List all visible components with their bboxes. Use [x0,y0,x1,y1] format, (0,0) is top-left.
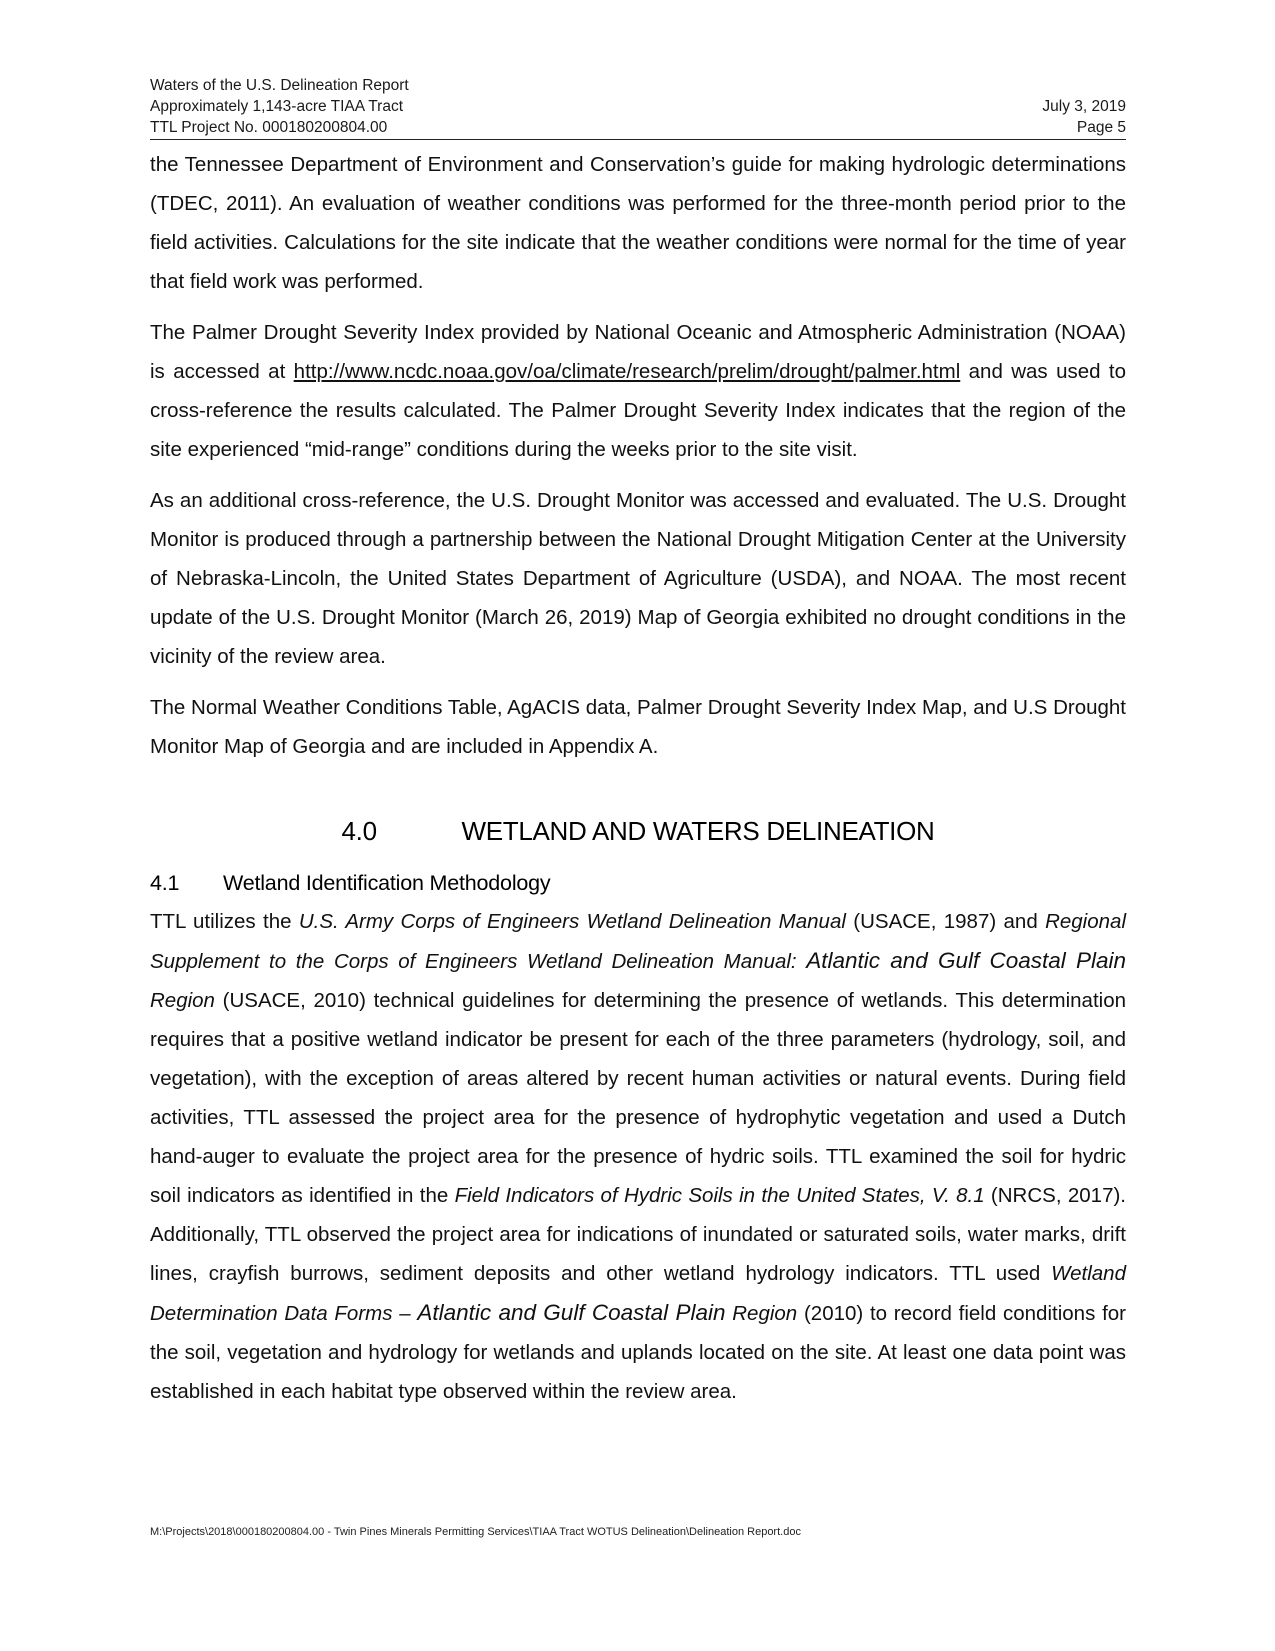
section-number: 4.0 [341,816,377,846]
field-indicators-title: Field Indicators of Hydric Soils in the United States, V. 8.1 [454,1184,985,1207]
header-date: July 3, 2019 [1042,98,1126,115]
header-report-title: Waters of the U.S. Delineation Report [150,77,409,94]
document-body [150,145,1126,1411]
regional-supplement-region: Atlantic and Gulf Coastal Plain [806,948,1126,973]
methodology-text-2: (USACE, 1987) and [845,910,1046,933]
regional-supplement-title: Regional Supplement to the Corps of Engineers Wetland Delineation Manual: [150,910,1126,973]
usace-manual-title: U.S. Army Corps of Engineers Wetland Delineation Manual [298,910,846,933]
header-page-number: Page 5 [1076,119,1126,136]
paragraph-drought-monitor: As an additional cross-reference, the U.S. Drought Monitor was accessed and evaluated. The U.S. Drought Monitor is produced through a partnership between the National Drought Mitigation Center at the University of Nebraska-Lincoln, the United States Department of Agriculture (USDA), and NOAA. The most recent update of the U.S. Drought Monitor (March 26, 2019) Map of Georgia exhibited no drought conditions in the vicinity of the review area. [150,489,1126,668]
header-project-number: TTL Project No. 000180200804.00 [150,119,388,136]
palmer-text-start: The Palmer Drought Severity Index provided by National Oceanic and Atmospheric Administration (NOAA) is accessed at [150,321,1126,383]
data-forms-region: Atlantic and Gulf Coastal Plain [417,1300,726,1325]
regional-supplement-region-end: Region [150,989,215,1012]
section-title: WETLAND AND WATERS DELINEATION [461,816,935,846]
noaa-palmer-link[interactable]: http://www.ncdc.noaa.gov/oa/climate/research/prelim/drought/palmer.html [293,360,961,383]
palmer-text-end: and was used to cross-reference the results calculated. The Palmer Drought Severity Index indicates that the region of the site experienced “mid-range” conditions during the weeks prior to the site visit. [150,360,1127,461]
header-tract: Approximately 1,143-acre TIAA Tract [150,98,403,115]
section-heading [150,814,1126,848]
methodology-text-3: (USACE, 2010) technical guidelines for determining the presence of wetlands. This determination requires that a positive wetland indicator be present for each of the three parameters (hydrology, soil, and vegetation), with the exception of areas altered by recent human activities or natural events. During field activities, TTL assessed the project area for the presence of hydrophytic vegetation and used a Dutch hand-auger to evaluate the project area for the presence of hydric soils. TTL examined the soil for hydric soil indicators as identified in the [150,989,1126,1207]
data-forms-region-end: Region [725,1302,798,1325]
methodology-text-4: (NRCS, 2017). Additionally, TTL observed the project area for indications of inundated or saturated soils, water marks, drift lines, crayfish burrows, sediment deposits and other wetland hydrology indicators. TTL used [150,1184,1126,1285]
paragraph-weather-evaluation: the Tennessee Department of Environment and Conservation’s guide for making hydrologic determinations (TDEC, 2011). An evaluation of weather conditions was performed for the three-month period prior to the field activities. Calculations for the site indicate that the weather conditions were normal for the time of year that field work was performed. [150,153,1126,293]
page-footer-file-path: M:\Projects\2018\000180200804.00 - Twin Pines Minerals Permitting Services\TIAA Tract WOTUS Delineation\Delineation Report.doc [150,1526,801,1538]
subsection-heading [150,868,1126,898]
paragraph-appendix-reference: The Normal Weather Conditions Table, AgACIS data, Palmer Drought Severity Index Map, and U.S Drought Monitor Map of Georgia and are included in Appendix A. [150,696,1126,758]
subsection-title: Wetland Identification Methodology [223,871,551,895]
paragraph-palmer-index [150,313,1126,469]
page-header [150,75,1126,140]
methodology-text-5: (2010) to record field conditions for the soil, vegetation and hydrology for wetlands and uplands located on the site. At least one data point was established in each habitat type observed within the review area. [150,1302,1126,1403]
data-forms-title: Wetland Determination Data Forms – [150,1262,1126,1325]
methodology-text-1: TTL utilizes the [150,910,299,933]
subsection-number: 4.1 [150,871,180,895]
paragraph-methodology [150,902,1126,1411]
